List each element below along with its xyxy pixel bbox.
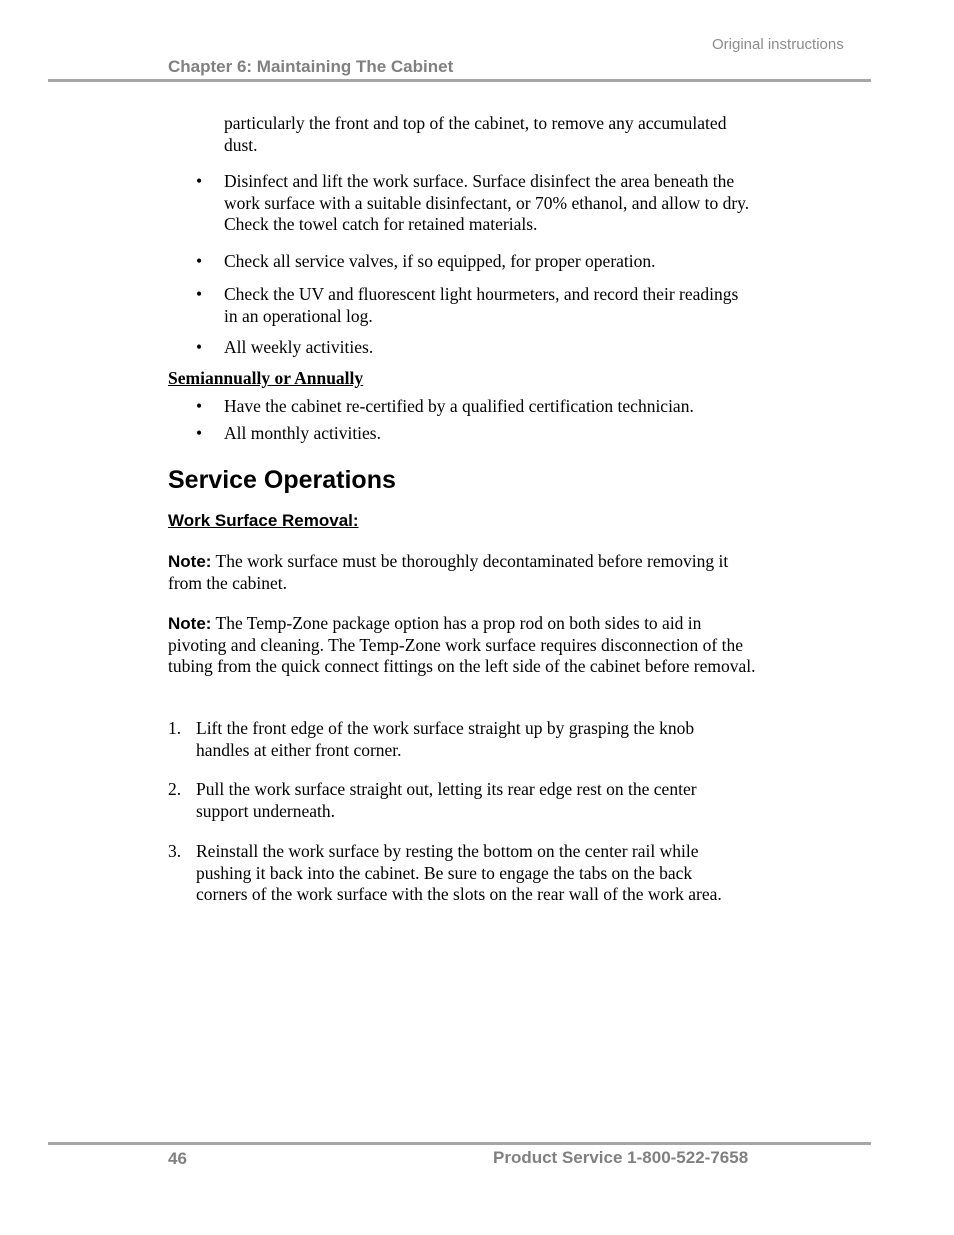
list-item (196, 251, 756, 273)
list-item (196, 284, 756, 327)
work-surface-removal-heading: Work Surface Removal: (168, 511, 359, 530)
note-paragraph (168, 613, 758, 678)
numbered-step (168, 841, 748, 906)
original-instructions-label: Original instructions (712, 36, 844, 53)
bullet-continuation: particularly the front and top of the cabinet, to remove any accumulated dust. (224, 113, 727, 155)
list-item-text: Disinfect and lift the work surface. Surface disinfect the area beneath the work surface with a suitable disinfectant, or 70% ethanol, and allow to dry. Check the towel catch for retained materials. (224, 171, 750, 234)
step-text: Lift the front edge of the work surface straight up by grasping the knob handles at either front corner. (196, 718, 695, 760)
bullet-icon: • (196, 337, 203, 357)
list-item (196, 396, 756, 418)
list-item-text: All weekly activities. (224, 337, 374, 357)
footer-rule (48, 1142, 871, 1145)
page-number: 46 (168, 1149, 187, 1168)
list-item (196, 337, 756, 359)
bullet-icon: • (196, 284, 203, 304)
product-service-phone: Product Service 1-800-522-7658 (493, 1148, 749, 1167)
chapter-title: Chapter 6: Maintaining The Cabinet (168, 57, 454, 76)
section-title: Service Operations (168, 466, 396, 494)
note-text: The work surface must be thoroughly decontaminated before removing it from the cabinet. (168, 551, 729, 593)
numbered-step (168, 779, 748, 822)
step-text: Pull the work surface straight out, letting its rear edge rest on the center support underneath. (196, 779, 697, 821)
bullet-icon: • (196, 171, 203, 191)
list-item (196, 423, 756, 445)
semiannual-heading: Semiannually or Annually (168, 368, 364, 388)
list-item-text: Check all service valves, if so equipped, for proper operation. (224, 251, 656, 271)
numbered-step (168, 718, 748, 761)
note-text: The Temp-Zone package option has a prop rod on both sides to aid in pivoting and cleaning. The Temp-Zone work surface requires disconnection of the tubing from the quick connect fittings on the left side of the cabinet before removal. (168, 613, 756, 676)
bullet-icon: • (196, 396, 203, 416)
step-text: Reinstall the work surface by resting the bottom on the center rail while pushing it back into the cabinet. Be sure to engage the tabs on the back corners of the work surface with the slots on the rear wall of the work area. (196, 841, 722, 904)
note-paragraph (168, 551, 758, 594)
note-label: Note: (168, 552, 212, 571)
list-item-text: Check the UV and fluorescent light hourmeters, and record their readings in an operational log. (224, 284, 739, 326)
list-item-text: Have the cabinet re-certified by a qualified certification technician. (224, 396, 694, 416)
step-number: 3. (168, 841, 182, 861)
step-number: 2. (168, 779, 182, 799)
note-label: Note: (168, 614, 212, 633)
header-rule (48, 79, 871, 82)
bullet-icon: • (196, 423, 203, 443)
bullet-icon: • (196, 251, 203, 271)
list-item-text: All monthly activities. (224, 423, 381, 443)
step-number: 1. (168, 718, 182, 738)
list-item (196, 171, 756, 236)
